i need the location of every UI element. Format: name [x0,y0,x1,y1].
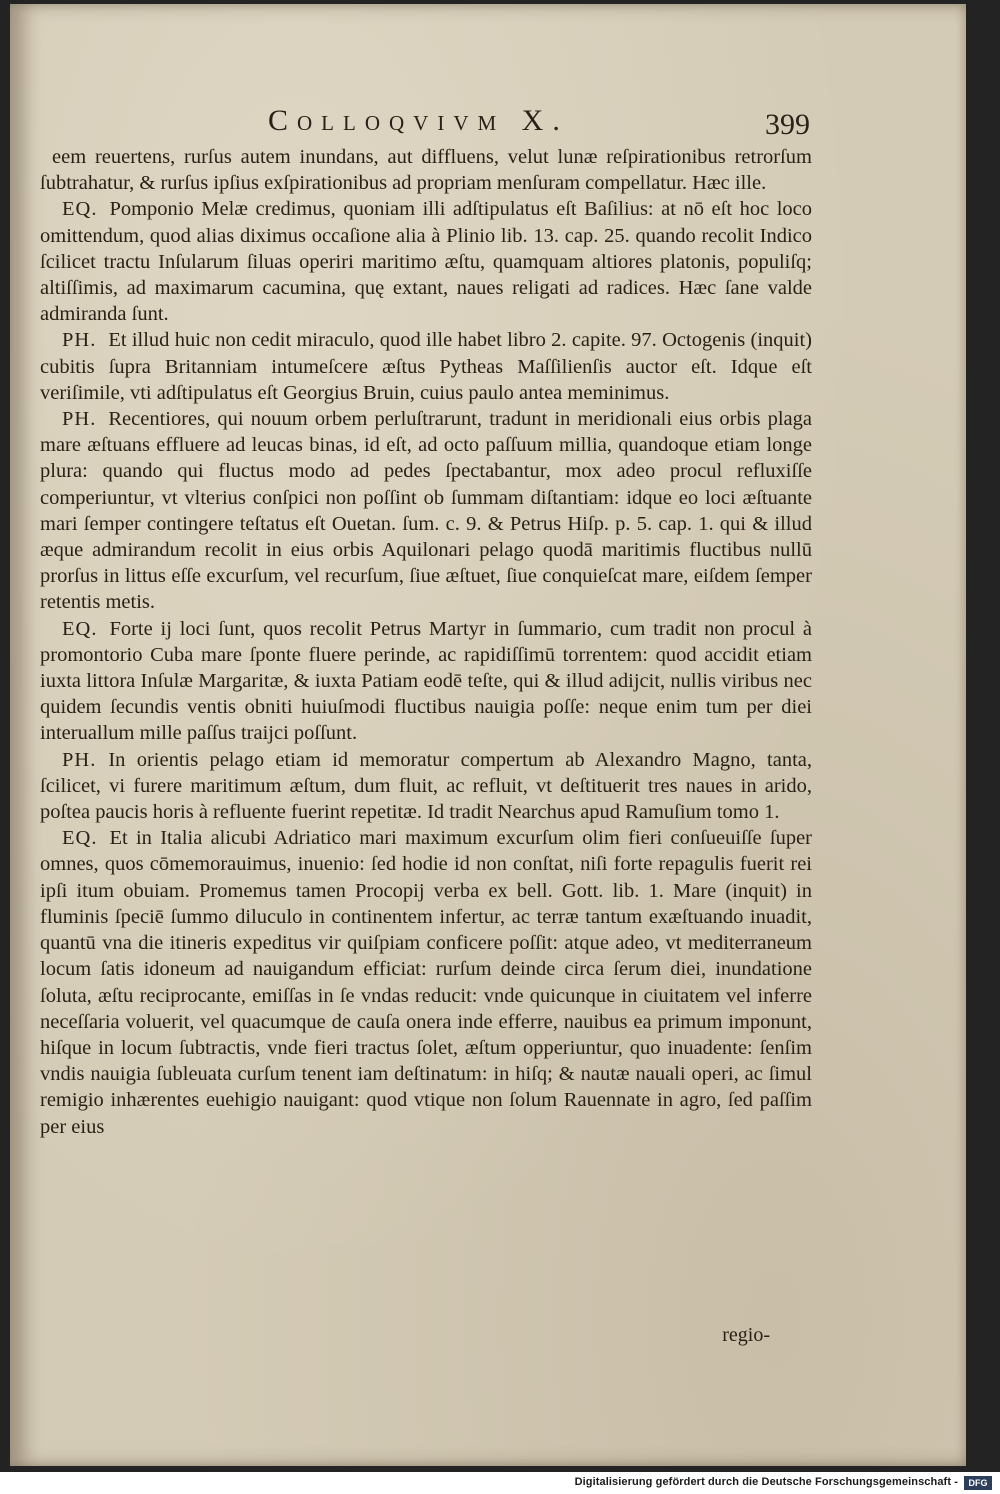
speaker-label: EQ. [62,198,98,221]
body-text [40,144,812,1140]
paragraph-text: In orientis pelago etiam id memoratur compertum ab Alexandro Magno, tanta, ſcilicet, vi furere maritimum æſtum, dum fluit, ac refluit, vt deſtituerit tres naues in arido, poſtea paucis horis à refluente fuerint repetitæ. Id tradit Nearchus apud Ramuſium tomo 1. [40,748,812,824]
paragraph-text: Et in Italia alicubi Adriatico mari maximum excurſum olim fieri conſueuiſſe ſuper omnes, quos cōmemorauimus, inuenio: ſed hodie id non conſtat, niſi forte repagulis fuerit rei ipſi itum obuiam. Promemus tamen Procopij verba ex bell. Gott. lib. 1. Mare (inquit) in fluminis ſpeciē ſummo diluculo in continentem infertur, ac terræ tantum exæſtuando inuadit, quantū vna die itineris expeditus vir quiſpiam conficere poſſit: atque adeo, vt mediterraneum locum ſatis idoneum ad nauigandum efficiat: rurſum deinde circa ſerum diei, inundatione ſoluta, æſtu reciprocante, emiſſas in ſe vndas reducit: vnde quicunque in ciuitatem vel inferre neceſſaria voluerit, vel quacumque de cauſa onera inde efferre, nauibus ea primum imponunt, hiſque in locum ſubtractis, vnde fieri tractus ſolet, æſtum opperiuntur, quo inuadente: ſenſim vndis nauigia ſubleuata curſum tenent iam deſtinatum: in hiſq; & nautæ nauali operi, ac ſimul remigio inhærentes euehigio nauigant: quod vtique non ſolum Rauennate in agro, ſed paſſim per eius [40,827,812,1138]
dfg-logo-icon: DFG [964,1476,992,1490]
speaker-label: PH. [62,408,97,431]
speaker-label: EQ. [62,827,98,850]
catchword: regio- [722,1324,770,1346]
paragraph-text: Pomponio Melæ credimus, quoniam illi adſtipulatus eſt Baſilius: at nō eſt hoc loco omittendum, quod alias diximus occaſione alia à Plinio lib. 13. cap. 25. quando recolit Indico ſcilicet tractu Inſularum ſiluas operiri maritimo æſtu, quamquam altiores platonis, populiſq; altiſſimis, ad maximarum cacumina, quę extant, naues religati ad radices. Hæc ſane valde admiranda ſunt. [40,198,812,326]
running-title: Colloqvivm X. [268,104,569,137]
speaker-label: PH. [62,329,97,352]
paragraph [40,747,812,826]
page-header [10,104,966,144]
paragraph [40,196,812,327]
paragraph [40,144,812,196]
digitization-footer [0,1472,1000,1494]
paragraph-text: Forte ij loci ſunt, quos recolit Petrus Martyr in ſummario, cum tradit non procul à promontorio Cuba mare ſponte fluere perinde, ac rapidiſſimū torrentem: quod accidit etiam iuxta littora Inſulæ Margaritæ, & iuxta Patiam eodē teſte, qui & illud adijcit, nullis viribus nec quidem ſecundis ventis obniti huiuſmodi fluctibus nauigia poſſe: neque enim tum per diei interuallum mille paſſus traijci poſſunt. [40,617,812,745]
paragraph-text: Recentiores, qui nouum orbem perluſtrarunt, tradunt in meridionali eius orbis plaga mare æſtuans effluere ad leucas binas, id eſt, ad octo paſſuum millia, quandoque etiam longe plura: quando qui fluctus modo ad pedes ſpectabantur, mox adeo procul refluxiſſe comperiuntur, vt vlterius conſpici non poſſint ob ſummam diſtantiam: idque eo loci æſtuante mari ſemper contingere teſtatus eſt Ouetan. ſum. c. 9. & Petrus Hiſp. p. 5. cap. 1. qui & illud æque admirandum recolit in eius orbis Aquilonari pelago quodā maritimis fluctibus nullū prorſus in littus eſſe excurſum, vel recurſum, ſiue æſtuet, ſiue conquieſcat mare, eiſdem ſemper retentis metis. [40,408,812,614]
speaker-label: EQ. [62,617,98,640]
speaker-label: PH. [62,748,97,771]
paragraph-text: Et illud huic non cedit miraculo, quod ille habet libro 2. capite. 97. Octogenis (inquit) cubitis ſupra Britanniam intumeſcere æſtus Pytheas Maſſilienſis auctor eſt. Idque eſt veriſimile, vti adſtipulatus eſt Georgius Bruin, cuius paulo antea meminimus. [40,329,812,404]
paragraph [40,616,812,747]
paragraph [40,327,812,406]
funding-credit: Digitalisierung gefördert durch die Deutsche Forschungsgemeinschaft - [574,1476,958,1488]
paragraph [40,825,812,1139]
paragraph-text: eem reuertens, rurſus autem inundans, aut diffluens, velut lunæ reſpirationibus retrorſum ſubtrahatur, & rurſus ipſius exſpirationibus ad propriam menſuram compellatur. Hæc ille. [40,146,812,195]
page-number: 399 [765,108,810,141]
paragraph [40,406,812,616]
book-page [10,4,966,1466]
